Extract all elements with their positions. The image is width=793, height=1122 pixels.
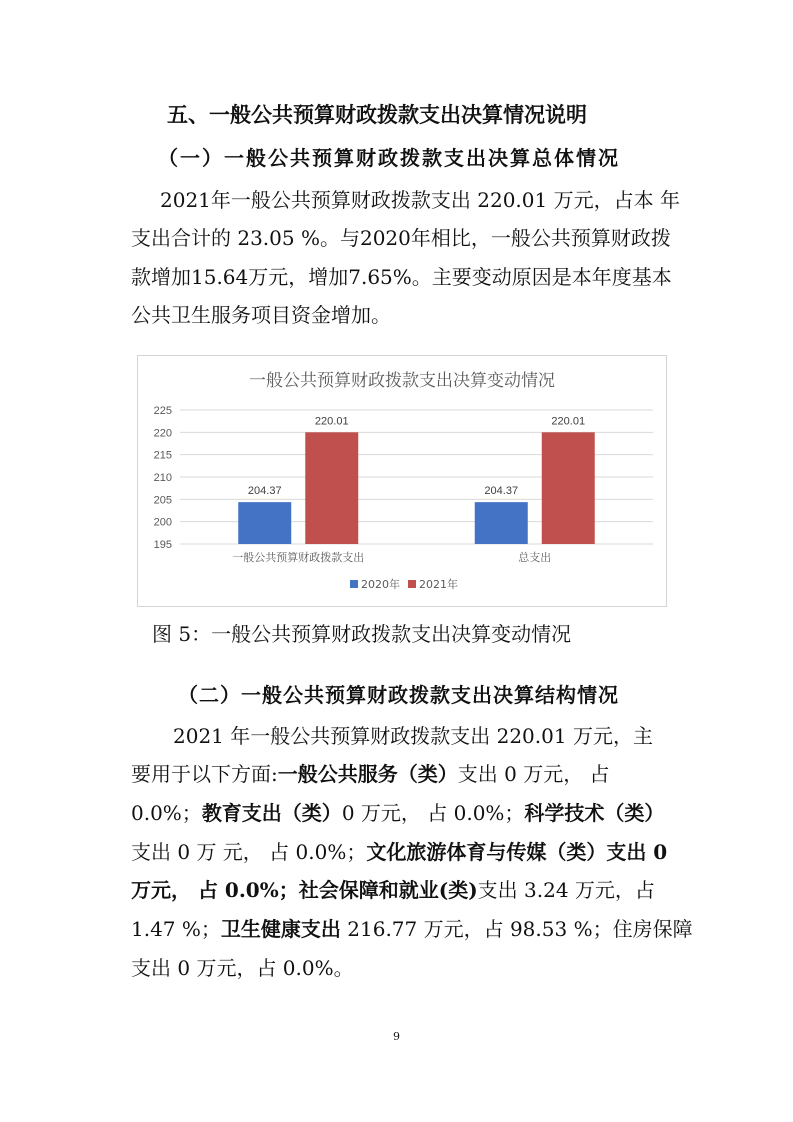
legend-label: 2020年 [361,578,400,591]
text: 0 万元， 占 0.0%； [341,801,525,825]
y-tick-label: 205 [153,494,172,507]
emph: 万元， 占 0.0% [131,878,279,902]
data-label: 204.37 [247,485,282,498]
bar [238,502,291,544]
data-label: 204.37 [484,485,519,498]
bar [305,432,358,544]
text: 216.77 万元，占 98.53 %；住房保障 [340,917,693,941]
chart-title: 一般公共预算财政拨款支出决算变动情况 [249,371,555,390]
figure-caption: 图 5：一般公共预算财政拨款支出决算变动情况 [152,622,572,646]
y-tick-label: 195 [153,539,172,551]
text: 1.47 %； [131,917,221,941]
data-label: 220.01 [314,415,349,428]
para2-line4 [131,838,667,866]
chart-svg [138,356,666,606]
para2-line2 [131,760,610,788]
emph: 文化旅游体育与传媒（类）支出 0 [366,840,668,864]
emph: 卫生健康支出 [220,917,341,941]
para1-line3: 款增加15.64万元，增加7.65%。主要变动原因是本年度基本 [131,265,672,289]
page-number: 9 [393,1030,400,1043]
text: 支出 0 万 元， 占 0.0%； [131,840,367,864]
para2-line6 [131,915,693,943]
emph: 教育支出（类） [201,801,342,825]
emph: 科学技术（类） [524,801,665,825]
legend-swatch [408,580,416,588]
text: 0.0%； [131,801,202,825]
subheading-structure: （二）一般公共预算财政拨款支出决算结构情况 [178,683,619,707]
para1-line4: 公共卫生服务项目资金增加。 [131,303,391,327]
bar [542,432,595,544]
para2-line7: 支出 0 万元，占 0.0%。 [131,956,354,980]
x-category-label: 总支出 [518,551,552,564]
text: 要用于以下方面: [131,762,278,786]
text: 支出 3.24 万元，占 [477,878,655,902]
y-tick-label: 200 [153,516,172,529]
data-label: 220.01 [551,415,586,428]
y-tick-label: 220 [153,427,172,440]
subheading-overall: （一）一般公共预算财政拨款支出决算总体情况 [158,146,620,170]
emph: 一般公共服务（类） [277,762,458,786]
para1-line2: 支出合计的 23.05 %。与2020年相比，一般公共预算财政拨 [131,226,671,250]
y-tick-label: 225 [153,405,172,417]
legend-label: 2021年 [419,578,458,591]
para2-line3 [131,799,664,827]
bar-chart [137,355,667,607]
bar [475,502,528,544]
para1-line1: 2021年一般公共预算财政拨款支出 220.01 万元，占本 年 [160,188,680,212]
text: 支出 0 万元， 占 [457,762,610,786]
x-category-label: 一般公共预算财政拨款支出 [232,551,365,564]
legend-swatch [350,580,358,588]
y-tick-label: 210 [153,472,172,484]
emph: ；社会保障和就业(类) [278,878,478,902]
para2-line5 [131,876,655,904]
para2-line1: 2021 年一般公共预算财政拨款支出 220.01 万元，主 [173,724,653,748]
y-tick-label: 215 [153,449,172,462]
section-heading: 五、一般公共预算财政拨款支出决算情况说明 [167,102,587,127]
